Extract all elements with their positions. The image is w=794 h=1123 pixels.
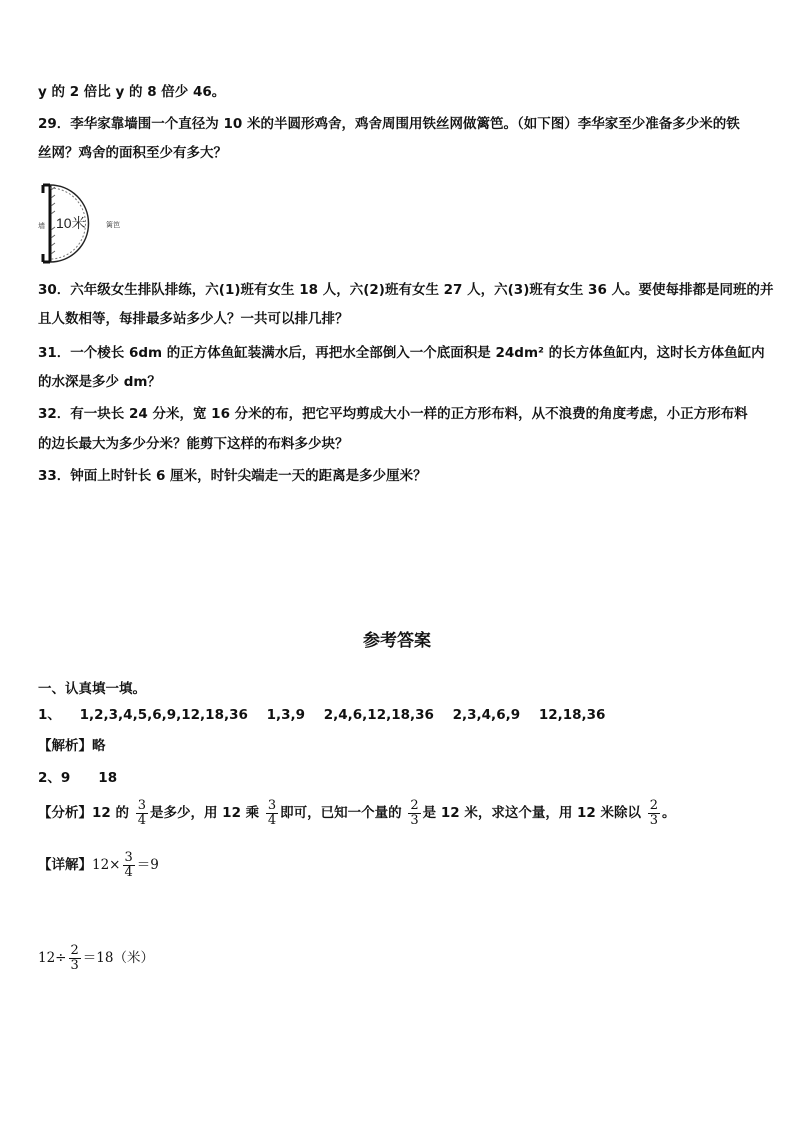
q29-line1: 29．李华家靠墙围一个直径为 10 米的半圆形鸡舍，鸡舍周围用铁丝网做篱笆。（如下图）李华家至少准备多少米的铁 (38, 116, 740, 132)
answer-1-group: 2,4,6,12,18,36 (323, 707, 434, 723)
analysis-text: 12 的 (92, 805, 129, 821)
section1-title: 一、认真填一填。 (38, 681, 146, 697)
answer-1 (38, 706, 605, 724)
frac-num: 2 (70, 942, 79, 958)
diameter-label: 10米 (56, 215, 86, 231)
frac-den: 3 (410, 812, 419, 828)
math-expr: 12÷ (38, 950, 67, 966)
frac-den: 3 (70, 957, 79, 973)
analysis-text: 。 (662, 805, 676, 821)
fraction-2-3 (648, 799, 660, 828)
analysis-tag: 【分析】 (38, 805, 92, 821)
frac-den: 4 (124, 864, 133, 880)
q32-line2: 的边长最大为多少分米？能剪下这样的布料多少块？ (38, 436, 349, 452)
q29-line2: 丝网？鸡舍的面积至少有多大？ (38, 145, 227, 161)
math-expr: 12× (92, 857, 121, 873)
q30-line2: 且人数相等，每排最多站多少人？一共可以排几排？ (38, 311, 349, 327)
q33-line1: 33．钟面上时针长 6 厘米，时针尖端走一天的距离是多少厘米？ (38, 468, 427, 484)
answer-2-label: 2、9 (38, 770, 71, 786)
answer-1-group: 1,2,3,4,5,6,9,12,18,36 (79, 707, 248, 723)
analysis-text: 略 (92, 738, 106, 754)
answers-heading: 参考答案 (363, 631, 431, 651)
analysis-text: 即可，已知一个量的 (280, 805, 402, 821)
frac-den: 4 (267, 812, 277, 828)
frac-num: 3 (137, 797, 146, 813)
math-expr: ＝9 (136, 857, 159, 873)
q31-line2: 的水深是多少 dm？ (38, 374, 161, 390)
analysis-text: 是 12 米，求这个量，用 12 米除以 (422, 805, 642, 821)
fraction-3-4 (266, 799, 278, 828)
answer-2-detail-1 (38, 850, 159, 880)
answer-2 (38, 769, 117, 787)
q31-line1: 31．一个棱长 6dm 的正方体鱼缸装满水后，再把水全部倒入一个底面积是 24dm² 的长方体鱼缸内，这时长方体鱼缸内 (38, 345, 765, 361)
analysis-tag: 【解析】 (38, 738, 92, 754)
fence-label: 篱笆 (106, 222, 120, 229)
answer-1-label: 1、 (38, 707, 61, 723)
answer-2-detail-2 (38, 943, 154, 973)
answer-1-analysis (38, 737, 106, 755)
fraction-2-3 (69, 944, 81, 973)
frac-den: 4 (137, 812, 146, 828)
continuation-line: y 的 2 倍比 y 的 8 倍少 46。 (38, 84, 226, 100)
frac-den: 3 (649, 812, 658, 828)
fraction-2-3 (408, 799, 420, 828)
q30-line1: 30．六年级女生排队排练，六(1)班有女生 18 人，六(2)班有女生 27 人，六(3)班有女生 36 人。要使每排都是同班的并 (38, 282, 774, 298)
math-expr: ＝18（米） (82, 950, 154, 966)
frac-num: 2 (649, 797, 658, 813)
frac-num: 3 (267, 797, 277, 813)
answer-1-group: 1,3,9 (266, 707, 306, 723)
answer-2-analysis (38, 798, 676, 828)
frac-num: 3 (124, 849, 133, 865)
answer-2-value2: 18 (98, 770, 118, 786)
wall-label: 墙 (38, 223, 45, 230)
answer-1-group: 12,18,36 (538, 707, 606, 723)
answer-1-group: 2,3,4,6,9 (452, 707, 521, 723)
detail-tag: 【详解】 (38, 857, 92, 873)
frac-num: 2 (410, 797, 419, 813)
analysis-text: 是多少，用 12 乘 (149, 805, 260, 821)
q32-line1: 32．有一块长 24 分米，宽 16 分米的布，把它平均剪成大小一样的正方形布料，从不浪费的角度考虑，小正方形布料 (38, 406, 748, 422)
fraction-3-4 (136, 799, 148, 828)
semicircle-coop-figure (38, 180, 138, 270)
fraction-3-4 (123, 851, 135, 880)
